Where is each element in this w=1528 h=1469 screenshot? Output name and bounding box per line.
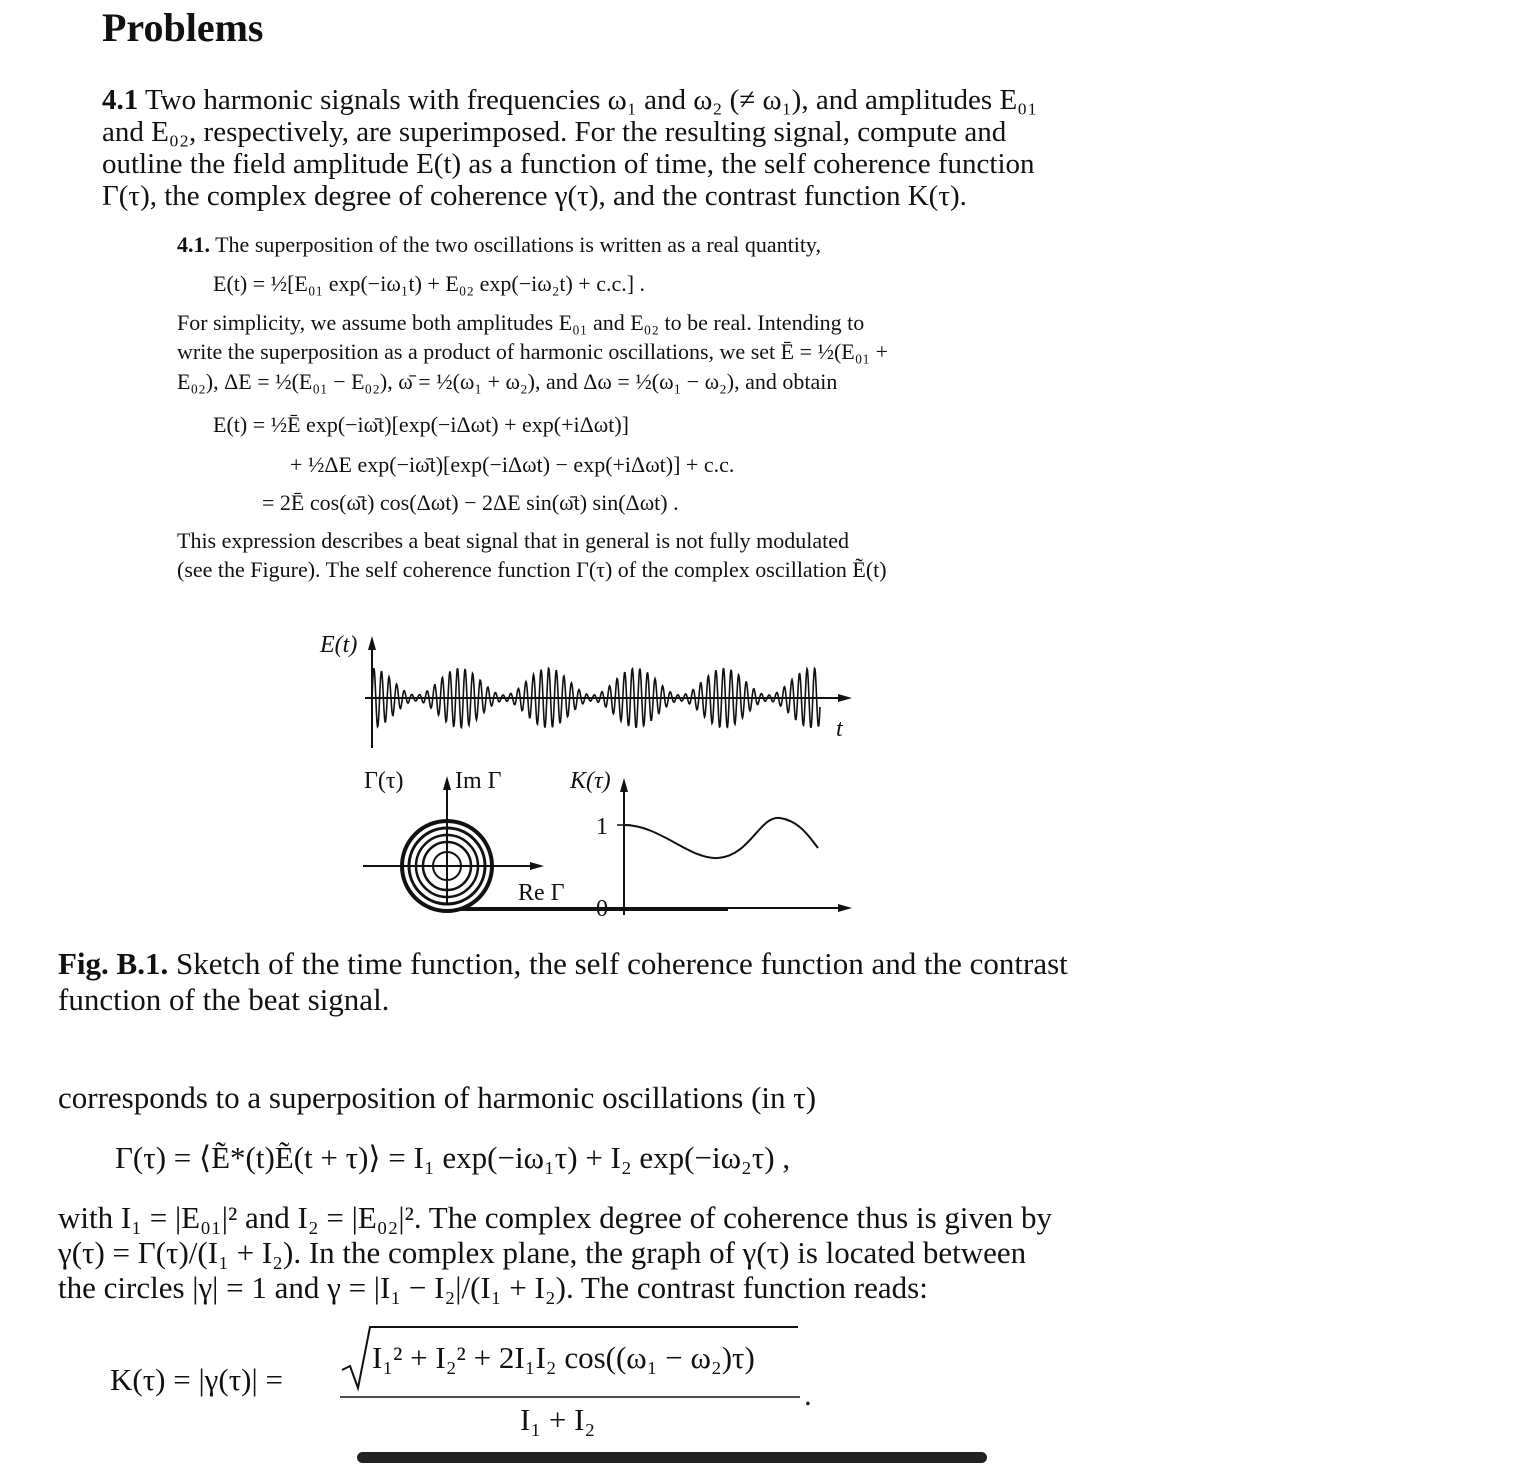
et-y-arrow [368,636,376,650]
page-title: Problems [102,5,264,50]
label-t: t [836,716,843,742]
solution-para-line-1: For simplicity, we assume both amplitudes E₀₁ and E₀₂ to be real. Intending to [177,310,865,335]
label-im-gamma: Im Γ [455,768,502,794]
solution-after-line-2: (see the Figure). The self coherence function Γ(τ) of the complex oscillation Ẽ(t) [177,557,887,582]
equation-1: E(t) = ½[E₀₁ exp(−iω₁t) + E₀₂ exp(−iω₂t) + c.c.] . [213,271,646,296]
label-k: K(τ) [570,768,611,794]
label-et: E(t) [320,632,358,658]
solution-para-line-2: write the superposition as a product of harmonic oscillations, we set Ē = ½(E₀₁ + [177,339,888,364]
label-k-zero: 0 [596,896,608,922]
solution-intro-text: The superposition of the two oscillations is written as a real quantity, [215,232,822,257]
equation-4-period: . [804,1377,812,1412]
equation-4-lhs: K(τ) = |γ(τ)| = [110,1362,283,1397]
continuation-line-1: corresponds to a superposition of harmonic oscillations (in τ) [58,1080,817,1115]
label-k-one: 1 [596,814,608,840]
caption-text-1: Sketch of the time function, the self coherence function and the contrast [175,946,1068,981]
problem-text-1: Two harmonic signals with frequencies ω₁ and ω₂ (≠ ω₁), and amplitudes E₀₁ [144,84,1038,116]
equation-3: Γ(τ) = ⟨Ẽ*(t)Ẽ(t + τ)⟩ = I₁ exp(−iω₁τ) + I₂ exp(−iω₂τ) , [115,1140,791,1175]
continuation-line-4: the circles |γ| = 1 and γ = |I₁ − I₂|/(I₁ + I₂). The contrast function reads: [58,1270,928,1305]
label-gamma: Γ(τ) [364,768,404,794]
figure-caption-line-2: function of the beat signal. [58,982,390,1017]
problem-number: 4.1 [102,84,139,116]
continuation-line-3: γ(τ) = Γ(τ)/(I₁ + I₂). In the complex plane, the graph of γ(τ) is located between [58,1235,1027,1270]
solution-label: 4.1. [177,232,210,257]
label-re-gamma: Re Γ [518,880,565,906]
k-x-arrow [838,904,852,912]
problem-line-2: and E₀₂, respectively, are superimposed. For the resulting signal, compute and [102,116,1007,148]
k-y-arrow [620,778,628,792]
equation-4-denominator: I₁ + I₂ [520,1402,596,1437]
problem-line-4: Γ(τ), the complex degree of coherence γ(τ), and the contrast function K(τ). [102,180,967,212]
problem-line-3: outline the field amplitude E(t) as a function of time, the self coherence function [102,148,1035,180]
contrast-curve [624,818,818,858]
caption-label: Fig. B.1. [58,946,169,981]
et-t-arrow [838,694,852,702]
equation-4-numerator: I₁² + I₂² + 2I₁I₂ cos((ω₁ − ω₂)τ) [372,1340,755,1375]
continuation-line-2: with I₁ = |E₀₁|² and I₂ = |E₀₂|². The complex degree of coherence thus is given by [58,1200,1053,1235]
equation-2-line-3: = 2Ē cos(ω̄t) cos(Δωt) − 2ΔE sin(ω̄t) sin(Δωt) . [262,490,679,515]
equation-2-line-1: E(t) = ½Ē exp(−iω̄t)[exp(−iΔωt) + exp(+iΔωt)] [213,412,629,437]
figure-caption-line-1 [58,946,1068,982]
solution-para-line-3: E₀₂), ΔE = ½(E₀₁ − E₀₂), ω̄ = ½(ω₁ + ω₂), and Δω = ½(ω₁ − ω₂), and obtain [177,369,838,394]
horizontal-scrollbar[interactable] [357,1452,987,1463]
equation-2-line-2: + ½ΔE exp(−iω̄t)[exp(−iΔωt) − exp(+iΔωt)] + c.c. [290,452,735,477]
re-axis-arrow [530,862,544,870]
im-axis-arrow [443,776,451,790]
solution-after-line-1: This expression describes a beat signal that in general is not fully modulated [177,528,850,553]
